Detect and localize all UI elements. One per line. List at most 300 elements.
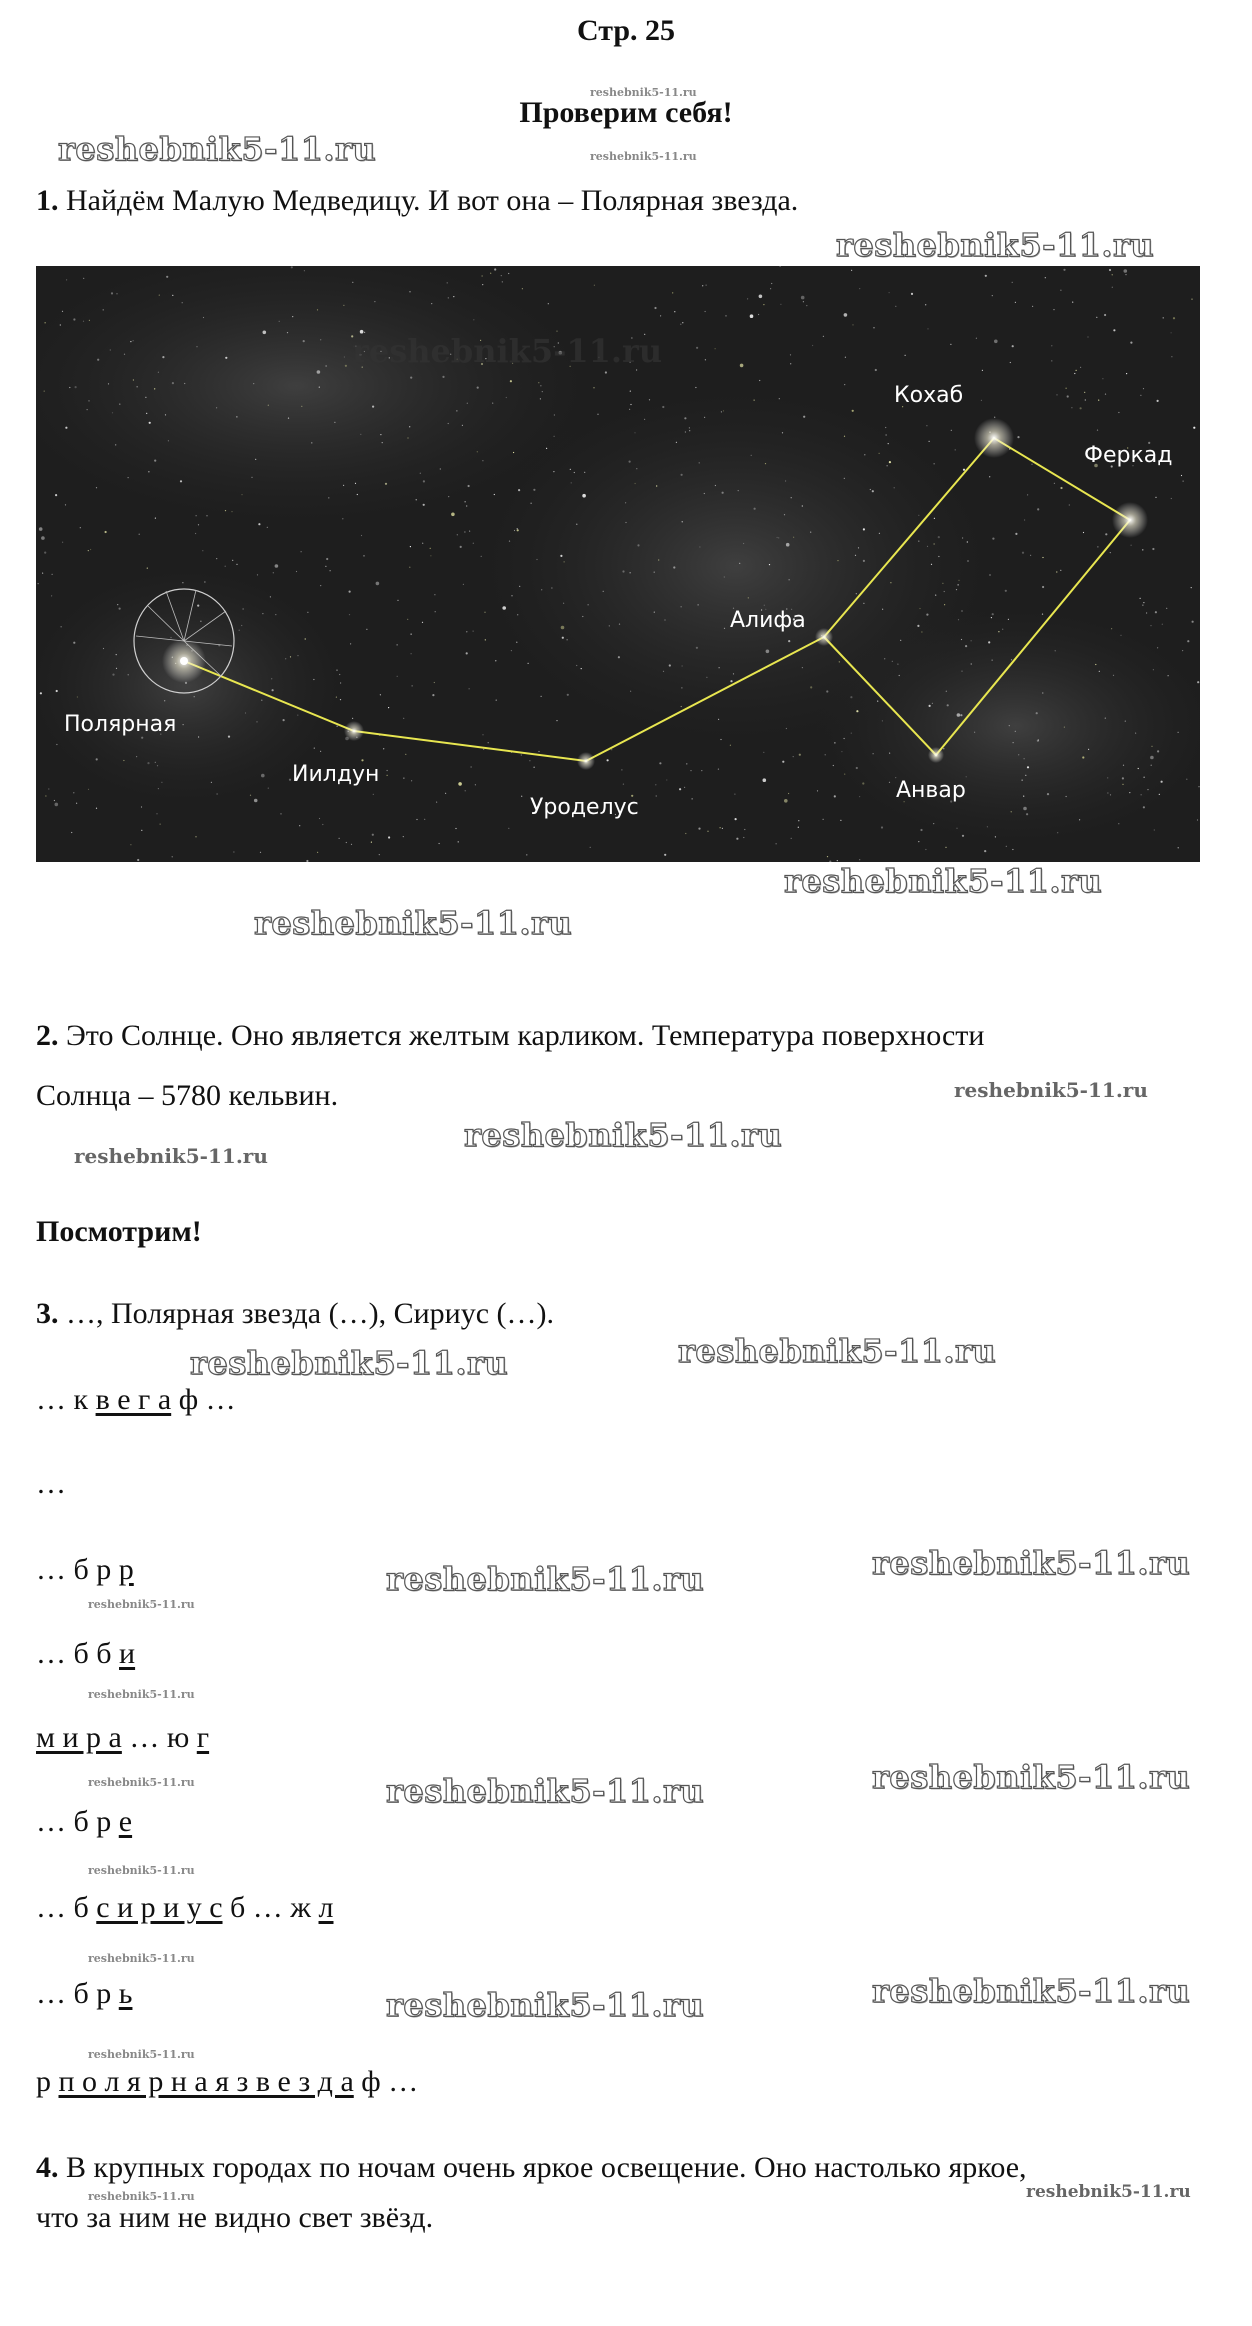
- task-2-line-2: Солнца – 5780 кельвин.: [36, 1079, 339, 1112]
- background-star: [228, 736, 230, 738]
- background-star: [349, 614, 350, 615]
- puzzle-answer: в е г а: [95, 1383, 172, 1416]
- background-star: [1064, 727, 1065, 728]
- background-star: [48, 788, 49, 789]
- background-star: [1104, 314, 1106, 316]
- watermark: reshebnik5-11.ru: [352, 332, 663, 370]
- background-star: [508, 273, 509, 274]
- background-star: [96, 808, 97, 809]
- background-star: [738, 490, 739, 491]
- watermark: reshebnik5-11.ru: [88, 2190, 195, 2203]
- background-star: [231, 511, 232, 512]
- background-star: [784, 514, 785, 515]
- puzzle-row: м и р а … ю г: [36, 1721, 210, 1754]
- background-star: [701, 770, 702, 771]
- background-star: [759, 295, 763, 299]
- background-star: [116, 293, 117, 294]
- background-star: [938, 556, 939, 557]
- background-star: [451, 513, 455, 517]
- background-star: [722, 828, 723, 829]
- background-star: [844, 738, 845, 739]
- background-star: [607, 759, 609, 761]
- background-star: [851, 733, 852, 734]
- background-star: [397, 644, 398, 645]
- background-star: [431, 303, 432, 304]
- background-star: [139, 534, 140, 535]
- background-star: [119, 608, 121, 610]
- background-star: [314, 748, 315, 749]
- background-star: [863, 603, 864, 604]
- background-star: [886, 434, 887, 435]
- background-star: [200, 621, 201, 622]
- background-star: [352, 718, 353, 719]
- background-star: [155, 762, 156, 763]
- background-star: [149, 422, 151, 424]
- background-star: [934, 543, 935, 544]
- background-star: [411, 634, 412, 635]
- background-star: [73, 318, 75, 320]
- background-star: [576, 524, 577, 525]
- background-star: [1084, 392, 1085, 393]
- background-star: [137, 386, 138, 387]
- background-star: [790, 363, 791, 364]
- background-star: [1042, 586, 1044, 588]
- background-star: [488, 742, 489, 743]
- background-star: [759, 380, 760, 381]
- background-star: [409, 426, 410, 427]
- background-star: [263, 331, 267, 335]
- background-star: [630, 391, 631, 392]
- background-star: [1151, 765, 1152, 766]
- background-star: [1067, 395, 1069, 397]
- background-star: [517, 528, 518, 529]
- background-star: [875, 369, 877, 371]
- background-star: [496, 700, 497, 701]
- background-star: [156, 813, 157, 814]
- background-star: [442, 376, 444, 378]
- background-star: [630, 572, 631, 573]
- background-star: [61, 626, 62, 627]
- background-star: [1047, 793, 1049, 795]
- background-star: [502, 281, 503, 282]
- background-star: [409, 291, 410, 292]
- watermark: reshebnik5-11.ru: [784, 862, 1103, 900]
- background-star: [65, 504, 66, 505]
- background-star: [938, 536, 940, 538]
- background-star: [790, 354, 791, 355]
- background-star: [1066, 388, 1067, 389]
- background-star: [859, 796, 860, 797]
- background-star: [261, 774, 265, 778]
- background-star: [299, 825, 300, 826]
- background-star: [892, 661, 893, 662]
- background-star: [1152, 548, 1154, 550]
- background-star: [241, 494, 242, 495]
- background-star: [239, 630, 240, 631]
- background-star: [1163, 317, 1164, 318]
- background-star: [1135, 733, 1136, 734]
- background-star: [1143, 388, 1144, 389]
- background-star: [83, 321, 84, 322]
- background-star: [38, 583, 39, 584]
- background-star: [1023, 807, 1027, 811]
- background-star: [663, 671, 664, 672]
- background-star: [881, 826, 883, 828]
- background-star: [844, 478, 845, 479]
- watermark: reshebnik5-11.ru: [954, 1078, 1148, 1102]
- background-star: [672, 292, 673, 293]
- background-star: [388, 707, 389, 708]
- background-star: [1005, 590, 1007, 592]
- background-star: [956, 589, 957, 590]
- background-star: [950, 344, 951, 345]
- puzzle-row: …: [36, 1467, 66, 1500]
- background-star: [685, 431, 686, 432]
- background-star: [216, 407, 217, 408]
- background-star: [900, 640, 901, 641]
- background-star: [1112, 274, 1113, 275]
- background-star: [1054, 483, 1055, 484]
- background-star: [681, 706, 682, 707]
- background-star: [387, 770, 388, 771]
- background-star: [1107, 777, 1108, 778]
- background-star: [236, 416, 237, 417]
- background-star: [564, 561, 565, 562]
- watermark: reshebnik5-11.ru: [872, 1758, 1191, 1796]
- background-star: [1155, 497, 1156, 498]
- background-star: [71, 832, 72, 833]
- background-star: [245, 712, 246, 713]
- background-star: [961, 671, 962, 672]
- background-star: [696, 347, 698, 349]
- background-star: [260, 852, 261, 853]
- background-star: [166, 276, 168, 278]
- background-star: [1166, 608, 1167, 609]
- background-star: [699, 462, 700, 463]
- background-star: [690, 770, 691, 771]
- watermark: reshebnik5-11.ru: [464, 1116, 783, 1154]
- background-star: [424, 819, 425, 820]
- background-star: [926, 425, 927, 426]
- background-star: [659, 762, 661, 764]
- background-star: [339, 838, 340, 839]
- background-star: [165, 414, 166, 415]
- background-star: [802, 505, 803, 506]
- background-star: [360, 434, 361, 435]
- background-star: [1097, 430, 1098, 431]
- background-star: [482, 275, 483, 276]
- background-star: [882, 720, 883, 721]
- background-star: [233, 851, 234, 852]
- background-star: [462, 425, 463, 426]
- background-star: [1063, 269, 1065, 271]
- task-number: 1.: [36, 184, 59, 217]
- background-star: [502, 606, 506, 610]
- background-star: [289, 779, 291, 781]
- background-star: [685, 833, 686, 834]
- background-star: [1144, 777, 1145, 778]
- background-star: [357, 494, 358, 495]
- background-star: [588, 604, 589, 605]
- background-star: [840, 820, 841, 821]
- background-star: [850, 696, 852, 698]
- background-star: [890, 582, 891, 583]
- background-star: [722, 492, 724, 494]
- background-star: [288, 418, 289, 419]
- background-star: [457, 534, 458, 535]
- background-star: [291, 266, 293, 268]
- background-star: [967, 560, 968, 561]
- background-star: [1105, 394, 1106, 395]
- background-star: [852, 324, 853, 325]
- background-star: [130, 844, 131, 845]
- background-star: [521, 754, 522, 755]
- background-star: [273, 572, 274, 573]
- background-star: [1168, 675, 1169, 676]
- background-star: [803, 416, 805, 418]
- background-star: [182, 582, 183, 583]
- background-star: [216, 558, 217, 559]
- background-star: [1022, 552, 1024, 554]
- background-star: [471, 766, 472, 767]
- background-star: [554, 414, 555, 415]
- background-star: [707, 831, 708, 832]
- background-star: [363, 555, 364, 556]
- watermark: reshebnik5-11.ru: [678, 1332, 997, 1370]
- background-star: [423, 504, 425, 506]
- background-star: [290, 656, 291, 657]
- background-star: [494, 494, 495, 495]
- background-star: [388, 836, 390, 838]
- background-star: [90, 549, 91, 550]
- background-star: [1096, 317, 1097, 318]
- background-star: [554, 436, 555, 437]
- background-star: [992, 660, 993, 661]
- background-star: [570, 469, 571, 470]
- background-star: [584, 472, 585, 473]
- background-star: [770, 288, 771, 289]
- background-star: [1012, 282, 1013, 283]
- background-star: [198, 736, 199, 737]
- background-star: [823, 819, 824, 820]
- background-star: [160, 824, 161, 825]
- background-star: [629, 461, 631, 463]
- background-star: [1036, 712, 1038, 714]
- background-star: [859, 288, 860, 289]
- background-star: [411, 780, 412, 781]
- background-star: [989, 476, 990, 477]
- background-star: [198, 524, 199, 525]
- background-star: [994, 340, 998, 344]
- background-star: [944, 604, 945, 605]
- task-4-line-1: [36, 2150, 1027, 2186]
- background-star: [112, 674, 114, 676]
- background-star: [1178, 847, 1179, 848]
- background-star: [666, 779, 667, 780]
- background-star: [609, 625, 610, 626]
- background-star: [802, 667, 803, 668]
- background-star: [513, 452, 514, 453]
- background-star: [533, 489, 535, 491]
- background-star: [96, 758, 98, 760]
- background-star: [935, 595, 936, 596]
- background-star: [448, 297, 449, 298]
- background-star: [1085, 399, 1086, 400]
- puzzle-answer: л: [318, 1891, 334, 1924]
- background-star: [976, 338, 977, 339]
- background-star: [837, 560, 838, 561]
- background-star: [958, 584, 959, 585]
- background-star: [301, 406, 302, 407]
- background-star: [225, 510, 226, 511]
- background-star: [771, 283, 772, 284]
- background-star: [747, 298, 748, 299]
- background-star: [844, 774, 845, 775]
- background-star: [382, 442, 383, 443]
- background-star: [553, 471, 554, 472]
- background-star: [1051, 360, 1052, 361]
- background-star: [1161, 781, 1163, 783]
- background-star: [1118, 823, 1119, 824]
- background-star: [644, 419, 645, 420]
- background-star: [879, 533, 880, 534]
- background-star: [724, 576, 725, 577]
- background-star: [798, 820, 799, 821]
- background-star: [518, 489, 520, 491]
- puzzle-answer: р: [118, 1553, 134, 1586]
- background-star: [435, 611, 436, 612]
- background-star: [992, 538, 994, 540]
- background-star: [1105, 533, 1107, 535]
- background-star: [534, 767, 535, 768]
- background-star: [1056, 571, 1057, 572]
- task-1: [36, 183, 798, 219]
- background-star: [636, 468, 637, 469]
- task-number: 2.: [36, 1019, 59, 1052]
- background-star: [422, 543, 423, 544]
- background-star: [947, 704, 949, 706]
- background-star: [1011, 811, 1012, 812]
- background-star: [1110, 552, 1111, 553]
- background-star: [894, 487, 895, 488]
- background-star: [1042, 692, 1043, 693]
- background-star: [340, 682, 341, 683]
- background-star: [1027, 766, 1029, 768]
- background-star: [736, 838, 738, 840]
- background-star: [254, 799, 258, 803]
- background-star: [128, 674, 129, 675]
- background-star: [925, 304, 926, 305]
- background-star: [981, 400, 982, 401]
- background-star: [492, 403, 493, 404]
- puzzle-row: … б р р: [36, 1553, 134, 1586]
- background-star: [1053, 309, 1054, 310]
- background-star: [649, 399, 650, 400]
- background-star: [320, 585, 321, 586]
- background-star: [108, 383, 109, 384]
- background-star: [373, 794, 374, 795]
- background-star: [698, 828, 700, 830]
- task-text: Найдём Малую Медведицу. И вот она – Полярная звезда.: [58, 184, 799, 217]
- background-star: [366, 629, 367, 630]
- watermark: reshebnik5-11.ru: [386, 1772, 705, 1810]
- background-star: [877, 701, 878, 702]
- background-star: [1008, 619, 1009, 620]
- background-star: [268, 405, 269, 406]
- background-star: [258, 523, 260, 525]
- background-star: [468, 485, 470, 487]
- background-star: [681, 474, 683, 476]
- background-star: [232, 560, 233, 561]
- background-star: [911, 293, 913, 295]
- background-star: [1157, 400, 1159, 402]
- background-star: [65, 427, 67, 429]
- background-star: [196, 346, 197, 347]
- background-star: [955, 449, 956, 450]
- background-star: [304, 270, 305, 271]
- background-star: [567, 639, 568, 640]
- puzzle-answer: м и р а: [36, 1721, 122, 1754]
- background-star: [1143, 806, 1145, 808]
- background-star: [1087, 336, 1088, 337]
- background-star: [88, 550, 89, 551]
- background-star: [54, 800, 55, 801]
- background-star: [944, 591, 945, 592]
- background-star: [1173, 317, 1175, 319]
- background-star: [1088, 749, 1089, 750]
- background-star: [339, 674, 340, 675]
- background-star: [458, 782, 462, 786]
- background-star: [350, 643, 351, 644]
- background-star: [328, 497, 329, 498]
- background-star: [1187, 640, 1189, 642]
- background-star: [374, 301, 375, 302]
- task-4-line-2: что за ним не видно свет звёзд.: [36, 2201, 434, 2234]
- background-star: [720, 827, 721, 828]
- background-star: [1056, 394, 1057, 395]
- background-star: [844, 384, 845, 385]
- background-star: [42, 573, 43, 574]
- background-star: [164, 700, 165, 701]
- background-star: [654, 612, 655, 613]
- background-star: [147, 762, 149, 764]
- background-star: [1113, 329, 1115, 331]
- background-star: [679, 788, 681, 790]
- background-star: [1024, 519, 1025, 520]
- background-star: [812, 345, 813, 346]
- background-star: [681, 606, 682, 607]
- background-star: [155, 518, 156, 519]
- background-star: [664, 854, 666, 856]
- background-star: [834, 742, 835, 743]
- background-star: [1130, 342, 1132, 344]
- background-star: [44, 552, 46, 554]
- background-star: [467, 403, 468, 404]
- background-star: [885, 427, 886, 428]
- background-star: [387, 775, 388, 776]
- background-star: [141, 830, 142, 831]
- background-star: [567, 694, 569, 696]
- background-star: [473, 319, 474, 320]
- background-star: [856, 767, 858, 769]
- background-star: [995, 836, 996, 837]
- background-star: [660, 315, 661, 316]
- background-star: [686, 763, 687, 764]
- background-star: [320, 339, 321, 340]
- background-star: [326, 365, 327, 366]
- background-star: [482, 734, 483, 735]
- background-star: [311, 442, 312, 443]
